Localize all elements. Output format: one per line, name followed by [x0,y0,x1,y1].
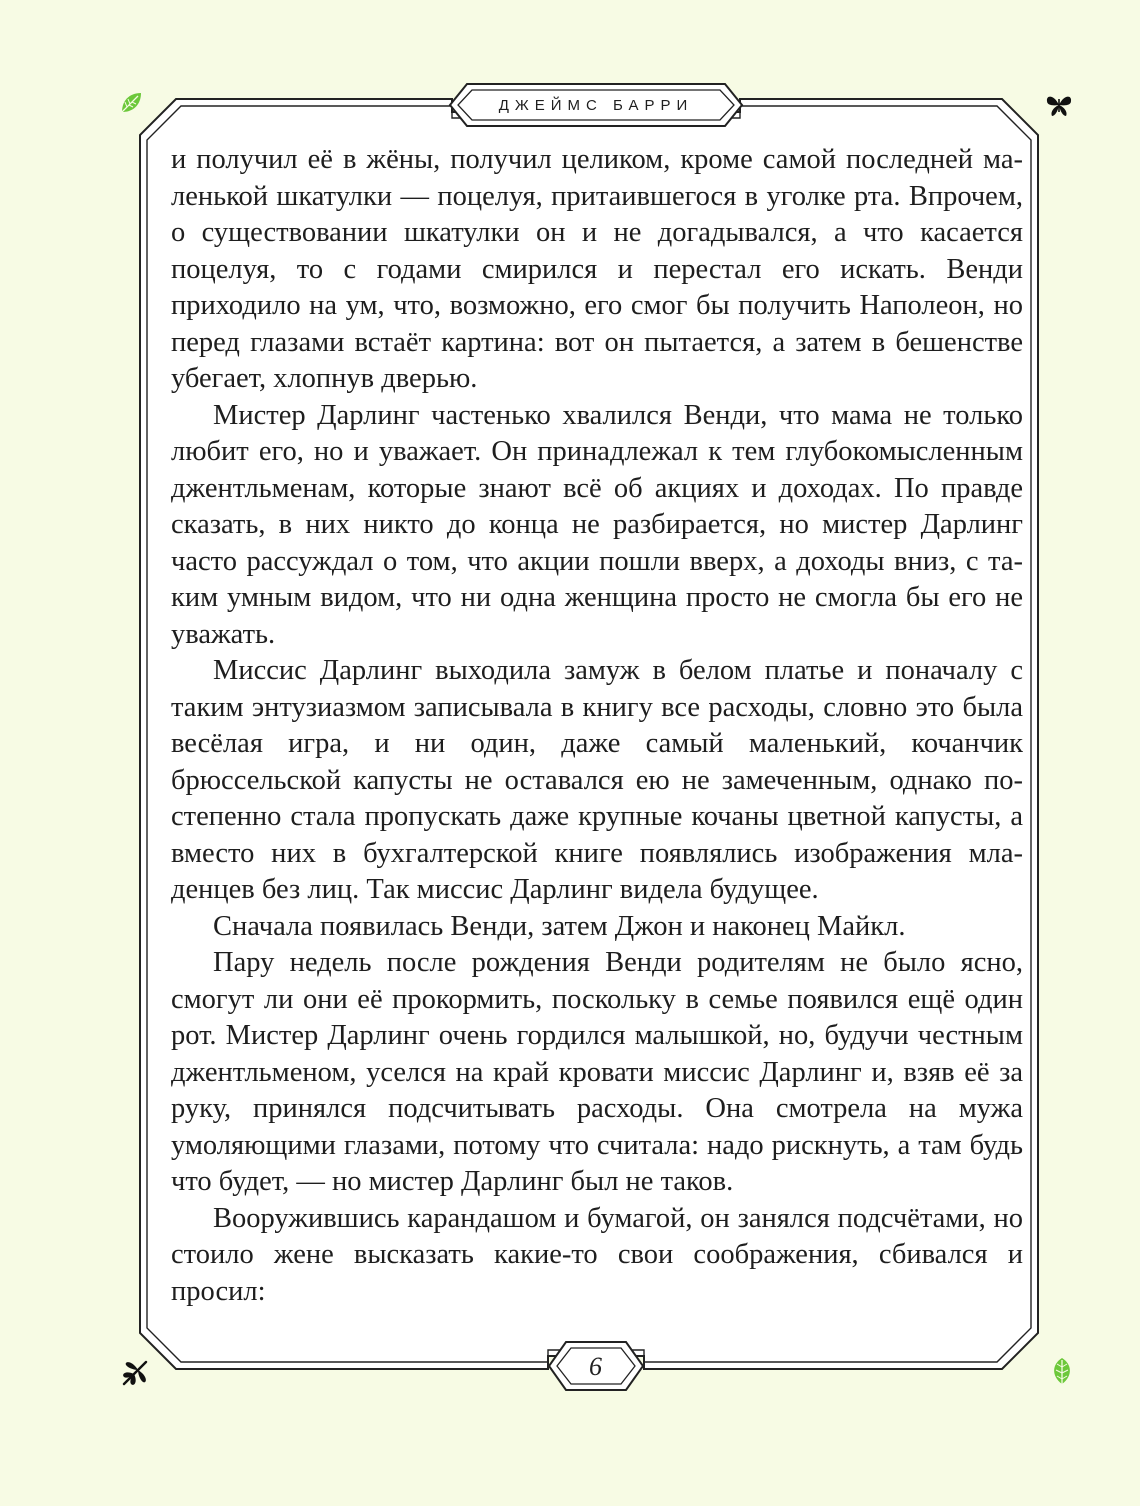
leaf-icon [1048,1356,1076,1386]
author-name: ДЖЕЙМС БАРРИ [498,96,694,114]
paragraph: Сначала появилась Венди, затем Джон и наконец Майкл. [213,910,906,942]
page-body [171,142,1023,1310]
running-header [450,82,742,128]
page-number: 6 [589,1352,602,1381]
paragraph: Пару недель после рождения Венди родителям не было ясно, смогут ли они её прокормить, поскольку в семье появился ещё один рот. Мистер Дарлинг очень гордился малышкой, но, будучи честным джентльменом, уселся на край кровати миссис Дарлинг и, взяв её за руку, принялся подсчитывать расходы. Она смотрела на мужа умоляющими глазами, потому что считала: надо рискнуть, а там будь что будет, — но мистер Дарлинг был не таков. [171,947,1023,1197]
paragraph: Вооружившись карандашом и бумагой, он занялся подсчётами, но стоило жене высказать какие-то свои соображения, сбивался и просил: [171,1202,1023,1307]
paragraph: и получил её в жёны, получил целиком, кроме самой последней маленькой шкатулки — поцелуя, притаившегося в уголке рта. Впрочем, о существовании шкатулки он и не догадывался, а что касается поцелуя, то с годами смирился и перестал его искать. Венди приходило на ум, что, возможно, его смог бы получить Наполеон, но перед глазами встаёт картина: вот он пытается, а затем в бешенстве убегает, хлопнув дверью. [171,144,1023,394]
leaf-icon [118,90,144,116]
dragonfly-icon [118,1356,152,1390]
paragraph: Миссис Дарлинг выходила замуж в белом платье и поначалу с таким энтузиазмом записывала в книгу все расходы, словно это была весёлая игра, и ни один, даже самый маленький, кочанчик брюссельской капусты не оставался ею не замеченным, однако постепенно стала пропускать даже крупные кочаны цветной капусты, а вместо них в бухгалтерской книге появлялись изображения младенцев без лиц. Так миссис Дарлинг видела будущее. [171,655,1023,905]
page-number-box [548,1340,643,1394]
butterfly-icon [1044,90,1074,120]
paragraph: Мистер Дарлинг частенько хвалился Венди, что мама не только любит его, но и уважает. Он принадлежал к тем глубокомысленным джентльменам, которые знают всё об акциях и доходах. По правде сказать, в них никто до конца не разбирается, но мистер Дарлинг часто рассуждал о том, что акции пошли вверх, а доходы вниз, с таким умным видом, что ни одна женщина просто не смогла бы его не уважать. [171,399,1023,650]
